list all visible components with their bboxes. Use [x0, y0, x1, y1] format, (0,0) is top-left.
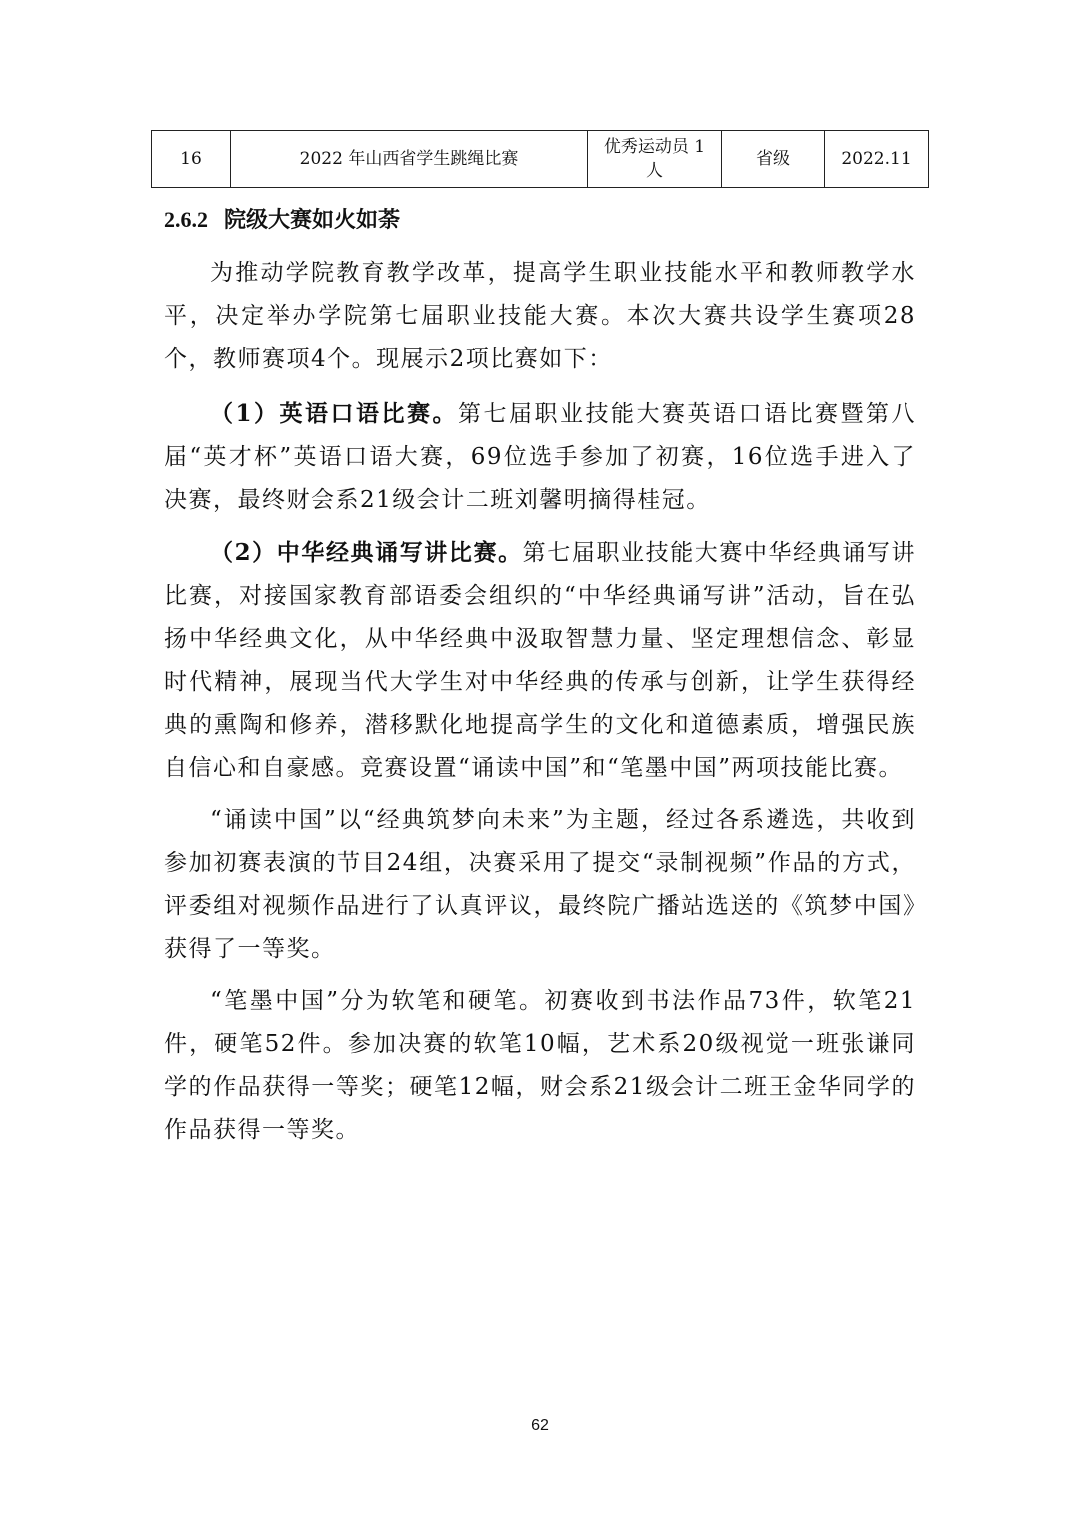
paragraph-calligraphy-china: “笔墨中国”分为软笔和硬笔。初赛收到书法作品73件，软笔21件，硬笔52件。参加决赛的软笔10幅，艺术系20级视觉一班张谦同学的作品获得一等奖；硬笔12幅，财会系21级会计二班王金华同学的作品获得一等奖。 — [164, 988, 916, 1143]
paragraph-intro: 为推动学院教育教学改革，提高学生职业技能水平和教师教学水平，决定举办学院第七届职业技能大赛。本次大赛共设学生赛项28个，教师赛项4个。现展示2项比赛如下： — [164, 260, 916, 372]
cell-date: 2022.11 — [825, 131, 929, 188]
section-heading — [164, 202, 400, 238]
paragraph-recite-china: “诵读中国”以“经典筑梦向未来”为主题，经过各系遴选，共收到参加初赛表演的节目24组，决赛采用了提交“录制视频”作品的方式，评委组对视频作品进行了认真评议，最终院广播站选送的《筑梦中国》获得了一等奖。 — [164, 807, 916, 962]
awards-table — [151, 130, 929, 188]
cell-index: 16 — [152, 131, 231, 188]
classics-contest-body: 第七届职业技能大赛中华经典诵写讲比赛，对接国家教育部语委会组织的“中华经典诵写讲”活动，旨在弘扬中华经典文化，从中华经典中汲取智慧力量、坚定理想信念、彰显时代精神，展现当代大学生对中华经典的传承与创新，让学生获得经典的熏陶和修养，潜移默化地提高学生的文化和道德素质，增强民族自信心和自豪感。竞赛设置“诵读中国”和“笔墨中国”两项技能比赛。 — [164, 540, 917, 781]
english-contest-lead: （1）英语口语比赛。 — [210, 400, 458, 427]
table-row — [152, 131, 929, 188]
cell-award: 优秀运动员 1 人 — [588, 131, 722, 188]
section-title: 院级大赛如火如荼 — [224, 207, 401, 233]
cell-level: 省级 — [722, 131, 825, 188]
body-text — [164, 252, 916, 1152]
classics-contest-lead: （2）中华经典诵写讲比赛。 — [210, 539, 523, 566]
section-number: 2.6.2 — [164, 207, 208, 232]
cell-competition: 2022 年山西省学生跳绳比赛 — [231, 131, 588, 188]
paragraph-english-contest — [164, 392, 916, 522]
page-number: 62 — [531, 1417, 549, 1434]
english-contest-body: 第七届职业技能大赛英语口语比赛暨第八届“英才杯”英语口语大赛，69位选手参加了初赛，16位选手进入了决赛，最终财会系21级会计二班刘馨明摘得桂冠。 — [164, 401, 916, 513]
paragraph-classics-contest — [164, 531, 916, 790]
